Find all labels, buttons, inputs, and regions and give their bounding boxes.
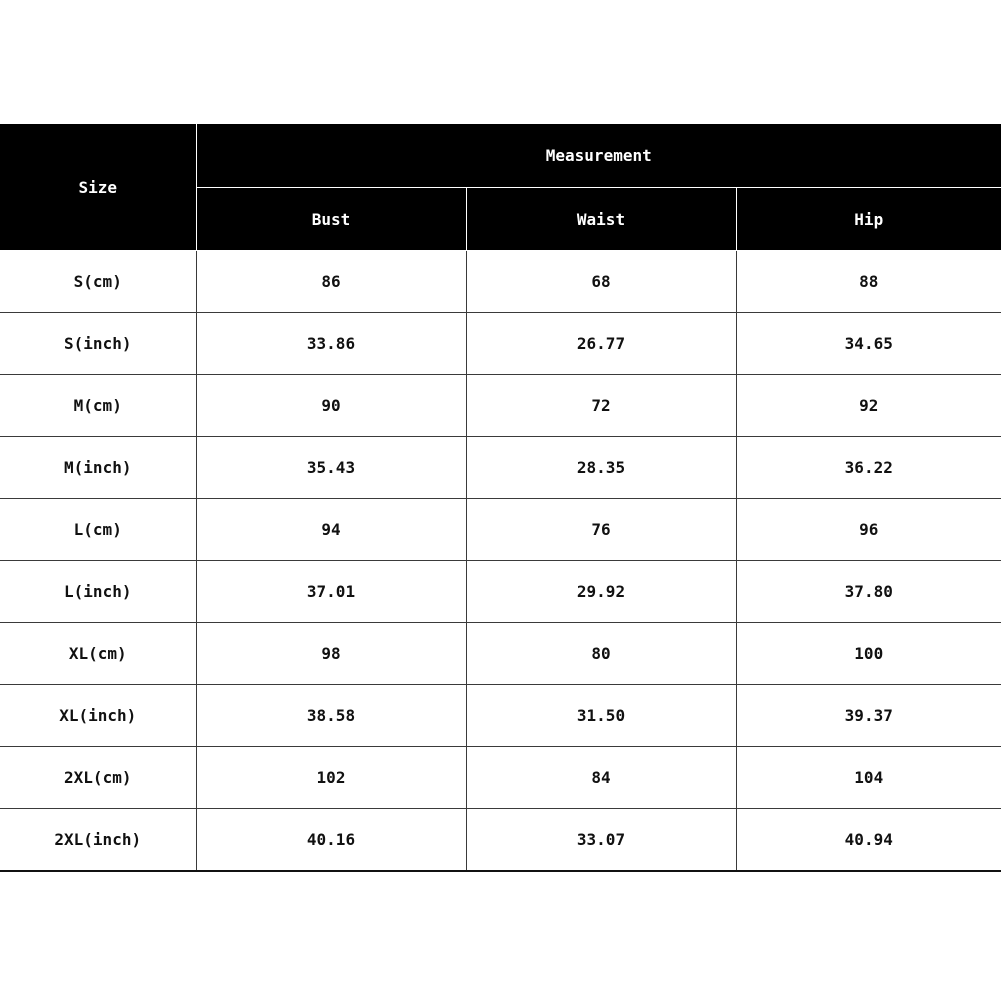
- waist-cell: 31.50: [466, 685, 736, 747]
- header-row-top: [0, 124, 1001, 188]
- waist-cell: 68: [466, 251, 736, 313]
- bust-cell: 40.16: [196, 809, 466, 872]
- hip-cell: 92: [736, 375, 1001, 437]
- waist-cell: 84: [466, 747, 736, 809]
- bust-cell: 86: [196, 251, 466, 313]
- bust-cell: 38.58: [196, 685, 466, 747]
- bust-cell: 98: [196, 623, 466, 685]
- measurement-group-header: Measurement: [196, 124, 1001, 188]
- hip-cell: 34.65: [736, 313, 1001, 375]
- hip-cell: 37.80: [736, 561, 1001, 623]
- hip-column-header: Hip: [736, 188, 1001, 251]
- size-cell: XL(inch): [0, 685, 196, 747]
- size-cell: M(cm): [0, 375, 196, 437]
- hip-cell: 96: [736, 499, 1001, 561]
- waist-column-header: Waist: [466, 188, 736, 251]
- bust-cell: 37.01: [196, 561, 466, 623]
- bust-cell: 94: [196, 499, 466, 561]
- size-cell: L(inch): [0, 561, 196, 623]
- table-row: [0, 623, 1001, 685]
- size-cell: S(cm): [0, 251, 196, 313]
- bust-cell: 90: [196, 375, 466, 437]
- size-cell: S(inch): [0, 313, 196, 375]
- table-header: [0, 124, 1001, 251]
- size-chart-table: [0, 124, 1001, 872]
- waist-cell: 33.07: [466, 809, 736, 872]
- hip-cell: 40.94: [736, 809, 1001, 872]
- waist-cell: 72: [466, 375, 736, 437]
- size-column-header: Size: [0, 124, 196, 251]
- hip-cell: 36.22: [736, 437, 1001, 499]
- table-row: [0, 809, 1001, 872]
- bust-column-header: Bust: [196, 188, 466, 251]
- bust-cell: 33.86: [196, 313, 466, 375]
- table-row: [0, 747, 1001, 809]
- hip-cell: 100: [736, 623, 1001, 685]
- table-row: [0, 561, 1001, 623]
- size-cell: 2XL(inch): [0, 809, 196, 872]
- hip-cell: 88: [736, 251, 1001, 313]
- table-row: [0, 375, 1001, 437]
- table-body: [0, 251, 1001, 872]
- table-row: [0, 437, 1001, 499]
- table-row: [0, 313, 1001, 375]
- size-cell: XL(cm): [0, 623, 196, 685]
- hip-cell: 39.37: [736, 685, 1001, 747]
- waist-cell: 26.77: [466, 313, 736, 375]
- size-cell: 2XL(cm): [0, 747, 196, 809]
- table-row: [0, 685, 1001, 747]
- waist-cell: 80: [466, 623, 736, 685]
- waist-cell: 29.92: [466, 561, 736, 623]
- waist-cell: 28.35: [466, 437, 736, 499]
- table-row: [0, 499, 1001, 561]
- bust-cell: 35.43: [196, 437, 466, 499]
- size-cell: L(cm): [0, 499, 196, 561]
- bust-cell: 102: [196, 747, 466, 809]
- table-row: [0, 251, 1001, 313]
- size-cell: M(inch): [0, 437, 196, 499]
- hip-cell: 104: [736, 747, 1001, 809]
- waist-cell: 76: [466, 499, 736, 561]
